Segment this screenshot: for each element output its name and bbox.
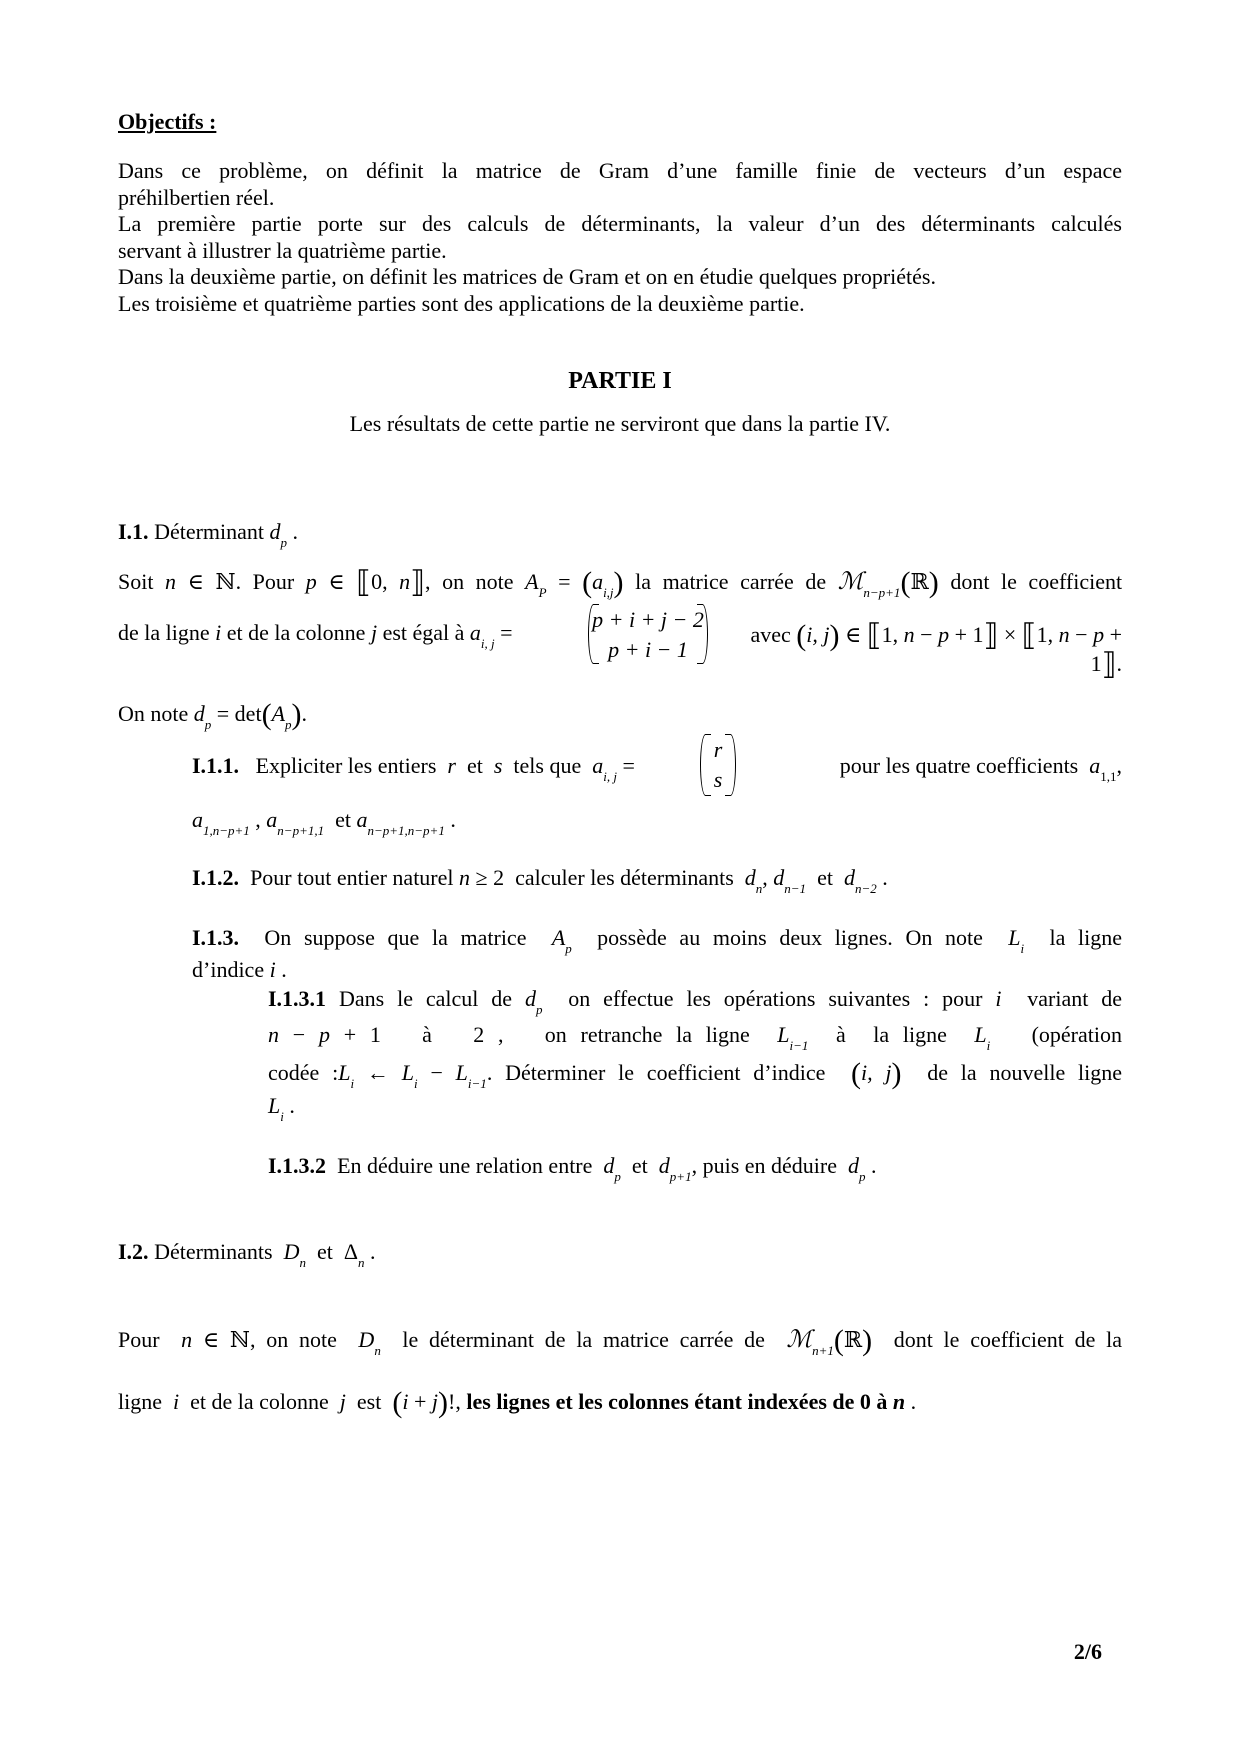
i11-line1: I.1.1. Expliciter les entiers r et s tels que $a_{i, j}$ = r s pour les quatre coefficients $a_{1,1}$, xyxy=(192,734,1122,794)
binom-rs: r s xyxy=(700,734,736,796)
i2-line2: ligne i et de la colonne j est (i + j)!, les lignes et les colonnes étant indexées de 0 à n . xyxy=(118,1386,917,1419)
i132-line: I.1.3.2 En déduire une relation entre $d_p$ et $d_{p+1}$, puis en déduire $d_p$ . xyxy=(268,1153,877,1184)
objectifs-p1-line1: Dans ce problème, on définit la matrice de Gram d’une famille finie de vecteurs d’un espace xyxy=(118,158,1122,183)
objectifs-p2-line2: servant à illustrer la quatrième partie. xyxy=(118,238,447,263)
i11-line2: $a_{1,n-p+1}$ , $a_{n-p+1,1}$ et $a_{n-p+1,n-p+1}$ . xyxy=(192,807,456,838)
i131-line2: n − p + 1 à 2 , on retranche la ligne $L_{i-1}$ à la ligne $L_i$ (opération xyxy=(268,1022,1122,1053)
i1-line2: de la ligne i et de la colonne j est égal à $a_{i, j}$ = p + i + j − 2 p + i − 1 avec (i, j) ∈ ⟦1, n − p + 1⟧ × ⟦1, n − p + 1⟧. xyxy=(118,604,1122,664)
i131-line4: $L_i$ . xyxy=(268,1093,295,1124)
i1-dp-def: On note $d_p = \det(A_p)$. xyxy=(118,698,308,732)
i2-heading: I.2. Déterminants $D_n$ et $\Delta_n$ . xyxy=(118,1239,376,1270)
page-number: 2/6 xyxy=(1073,1639,1102,1664)
i13-line2: d’indice i . xyxy=(192,957,287,982)
i1-heading: I.1. Déterminant $d_p$ . xyxy=(118,519,299,550)
objectifs-p1-line2: préhilbertien réel. xyxy=(118,185,275,210)
objectifs-heading: Objectifs : xyxy=(118,109,217,134)
i12-line: I.1.2. Pour tout entier naturel n ≥ 2 calculer les déterminants $d_n$, $d_{n-1}$ et $d_{n-2}$ . xyxy=(192,865,888,896)
objectifs-p2-line1: La première partie porte sur des calculs de déterminants, la valeur d’un des déterminants calculés xyxy=(118,211,1122,236)
i2-line1: Pour n ∈ ℕ, on note $D_n$ le déterminant de la matrice carrée de ℳ$_{n+1}$(ℝ) dont le coefficient de la xyxy=(118,1324,1122,1358)
objectifs-p3: Dans la deuxième partie, on définit les matrices de Gram et on en étudie quelques propriétés. xyxy=(118,264,936,289)
partie-title: PARTIE I xyxy=(568,368,672,394)
i1-line1: Soit n ∈ ℕ. Pour p ∈ ⟦0, n⟧, on note $A_P = (a_{i,j})$ la matrice carrée de ℳ$_{n-p+1}$(ℝ) dont le coefficient xyxy=(118,566,1123,600)
binom-aij: p + i + j − 2 p + i − 1 xyxy=(588,604,708,664)
i131-line3: codée $:L_i$ ← $L_i - L_{i-1}$. Déterminer le coefficient d’indice (i, j) de la nouvelle ligne xyxy=(268,1057,1123,1091)
i131-line1: I.1.3.1 Dans le calcul de $d_p$ on effectue les opérations suivantes : pour i variant de xyxy=(268,986,1123,1017)
i13-line1: I.1.3. On suppose que la matrice $A_p$ possède au moins deux lignes. On note $L_i$ la ligne xyxy=(192,925,1123,956)
objectifs-p4: Les troisième et quatrième parties sont des applications de la deuxième partie. xyxy=(118,291,805,316)
partie-subtitle: Les résultats de cette partie ne serviront que dans la partie IV. xyxy=(349,411,891,436)
